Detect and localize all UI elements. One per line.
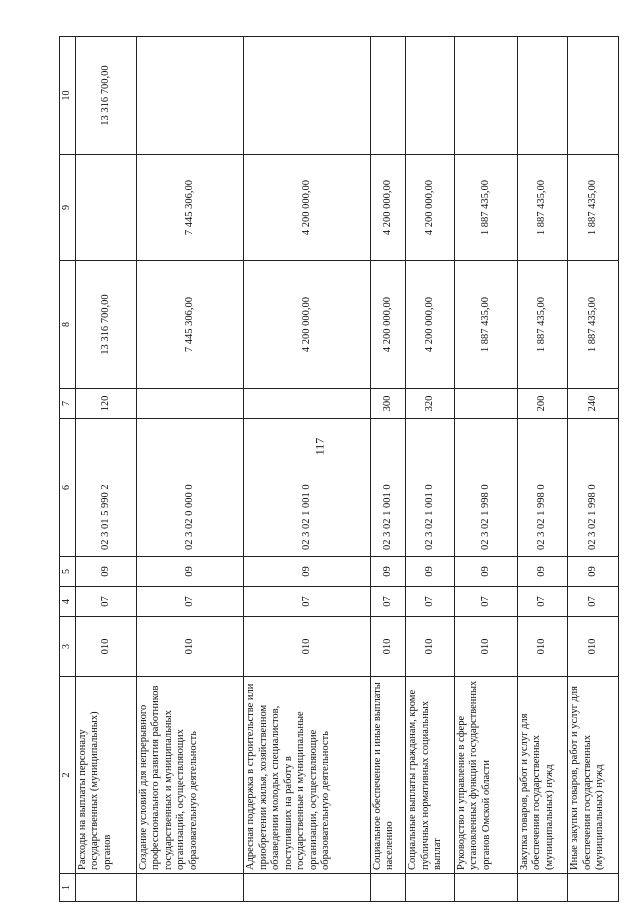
cell-ministry-code: 010 xyxy=(136,617,243,677)
table-row xyxy=(244,37,370,902)
row-description: Иные закупки товаров, работ и услуг для обеспечения государственных (муниципальных) нужд xyxy=(568,677,619,874)
table-row xyxy=(75,37,136,902)
cell-total: 4 200 000,00 xyxy=(370,261,406,389)
cell-ministry-code: 010 xyxy=(568,617,619,677)
cell-amount-10 xyxy=(517,37,568,155)
cell-subsection: 09 xyxy=(370,557,406,587)
cell-expense-type: 320 xyxy=(406,389,454,419)
row-description: Социальное обеспечение и иные выплаты населению xyxy=(370,677,406,874)
cell-section: 07 xyxy=(517,587,568,617)
cell-section: 07 xyxy=(244,587,370,617)
cell-ministry-code: 010 xyxy=(244,617,370,677)
cell-section: 07 xyxy=(454,587,517,617)
cell-section: 07 xyxy=(568,587,619,617)
col-header-3: 3 xyxy=(60,617,76,677)
cell-expense-type xyxy=(136,389,243,419)
cell-section: 07 xyxy=(370,587,406,617)
cell-amount-10 xyxy=(454,37,517,155)
cell-target-code: 02 3 02 1 001 0 xyxy=(244,419,370,557)
cell-amount-9: 7 445 306,00 xyxy=(136,155,243,261)
cell-subsection: 09 xyxy=(568,557,619,587)
row-description: Адресная поддержка в строительстве или приобретении жилья, хозяйственном обзаведении молодых специалистов, поступивших на работу в государственные и муниципальные организации, осуществляющие образовательную деятельность xyxy=(244,677,370,874)
col-header-2: 2 xyxy=(60,677,76,874)
cell-amount-10 xyxy=(370,37,406,155)
cell-subsection: 09 xyxy=(75,557,136,587)
cell-expense-type xyxy=(244,389,370,419)
cell-amount-9 xyxy=(75,155,136,261)
cell-target-code: 02 3 02 1 998 0 xyxy=(454,419,517,557)
cell-ministry-code: 010 xyxy=(517,617,568,677)
cell-amount-10: 13 316 700,00 xyxy=(75,37,136,155)
cell-subsection: 09 xyxy=(136,557,243,587)
table-row xyxy=(517,37,568,902)
cell-expense-type: 120 xyxy=(75,389,136,419)
cell-subsection: 09 xyxy=(406,557,454,587)
cell-ministry-code: 010 xyxy=(370,617,406,677)
cell-total: 4 200 000,00 xyxy=(406,261,454,389)
table-row xyxy=(370,37,406,902)
row-description: Социальные выплаты гражданам, кроме публичных нормативных социальных выплат xyxy=(406,677,454,874)
cell-section: 07 xyxy=(75,587,136,617)
table-row xyxy=(136,37,243,902)
col-header-10: 10 xyxy=(60,37,76,155)
cell-target-code: 02 3 01 5 990 2 xyxy=(75,419,136,557)
page-number: 117 xyxy=(312,437,327,455)
cell-amount-9: 4 200 000,00 xyxy=(370,155,406,261)
cell-ministry-code: 010 xyxy=(406,617,454,677)
col-header-4: 4 xyxy=(60,587,76,617)
cell-total: 1 887 435,00 xyxy=(568,261,619,389)
cell-amount-9: 4 200 000,00 xyxy=(406,155,454,261)
col-header-1: 1 xyxy=(60,874,76,902)
cell-expense-type: 240 xyxy=(568,389,619,419)
cell-amount-9: 1 887 435,00 xyxy=(517,155,568,261)
cell-amount-10 xyxy=(568,37,619,155)
cell-section: 07 xyxy=(136,587,243,617)
cell-expense-type xyxy=(454,389,517,419)
table-row xyxy=(568,37,619,902)
cell-total: 1 887 435,00 xyxy=(517,261,568,389)
cell-ministry-code: 010 xyxy=(454,617,517,677)
cell-amount-10 xyxy=(406,37,454,155)
budget-table-container xyxy=(59,37,619,902)
cell-subsection: 09 xyxy=(244,557,370,587)
header-row xyxy=(60,37,76,902)
cell-section: 07 xyxy=(406,587,454,617)
cell-target-code: 02 3 02 0 000 0 xyxy=(136,419,243,557)
row-description: Расходы на выплаты персоналу государственных (муниципальных) органов xyxy=(75,677,136,874)
col-header-9: 9 xyxy=(60,155,76,261)
cell-total: 7 445 306,00 xyxy=(136,261,243,389)
cell-target-code: 02 3 02 1 001 0 xyxy=(370,419,406,557)
cell-total: 13 316 700,00 xyxy=(75,261,136,389)
cell-amount-10 xyxy=(136,37,243,155)
budget-table xyxy=(59,37,619,902)
cell-expense-type: 200 xyxy=(517,389,568,419)
col-header-8: 8 xyxy=(60,261,76,389)
cell-expense-type: 300 xyxy=(370,389,406,419)
cell-amount-9: 1 887 435,00 xyxy=(568,155,619,261)
row-description: Закупка товаров, работ и услуг для обеспечения государственных (муниципальных) нужд xyxy=(517,677,568,874)
row-description: Руководство и управление в сфере установленных функций государственных органов Омской области xyxy=(454,677,517,874)
cell-total: 1 887 435,00 xyxy=(454,261,517,389)
cell-total: 4 200 000,00 xyxy=(244,261,370,389)
table-row xyxy=(406,37,454,902)
cell-amount-9: 1 887 435,00 xyxy=(454,155,517,261)
cell-subsection: 09 xyxy=(517,557,568,587)
cell-target-code: 02 3 02 1 001 0 xyxy=(406,419,454,557)
col-header-7: 7 xyxy=(60,389,76,419)
table-row xyxy=(454,37,517,902)
cell-subsection: 09 xyxy=(454,557,517,587)
cell-target-code: 02 3 02 1 998 0 xyxy=(517,419,568,557)
cell-target-code: 02 3 02 1 998 0 xyxy=(568,419,619,557)
cell-amount-10 xyxy=(244,37,370,155)
col-header-6: 6 xyxy=(60,419,76,557)
cell-ministry-code: 010 xyxy=(75,617,136,677)
cell-amount-9: 4 200 000,00 xyxy=(244,155,370,261)
row-description: Создание условий для непрерывного профессионального развития работников государственных и муниципальных организаций, осуществляющих образовательную деятельность xyxy=(136,677,243,874)
col-header-5: 5 xyxy=(60,557,76,587)
